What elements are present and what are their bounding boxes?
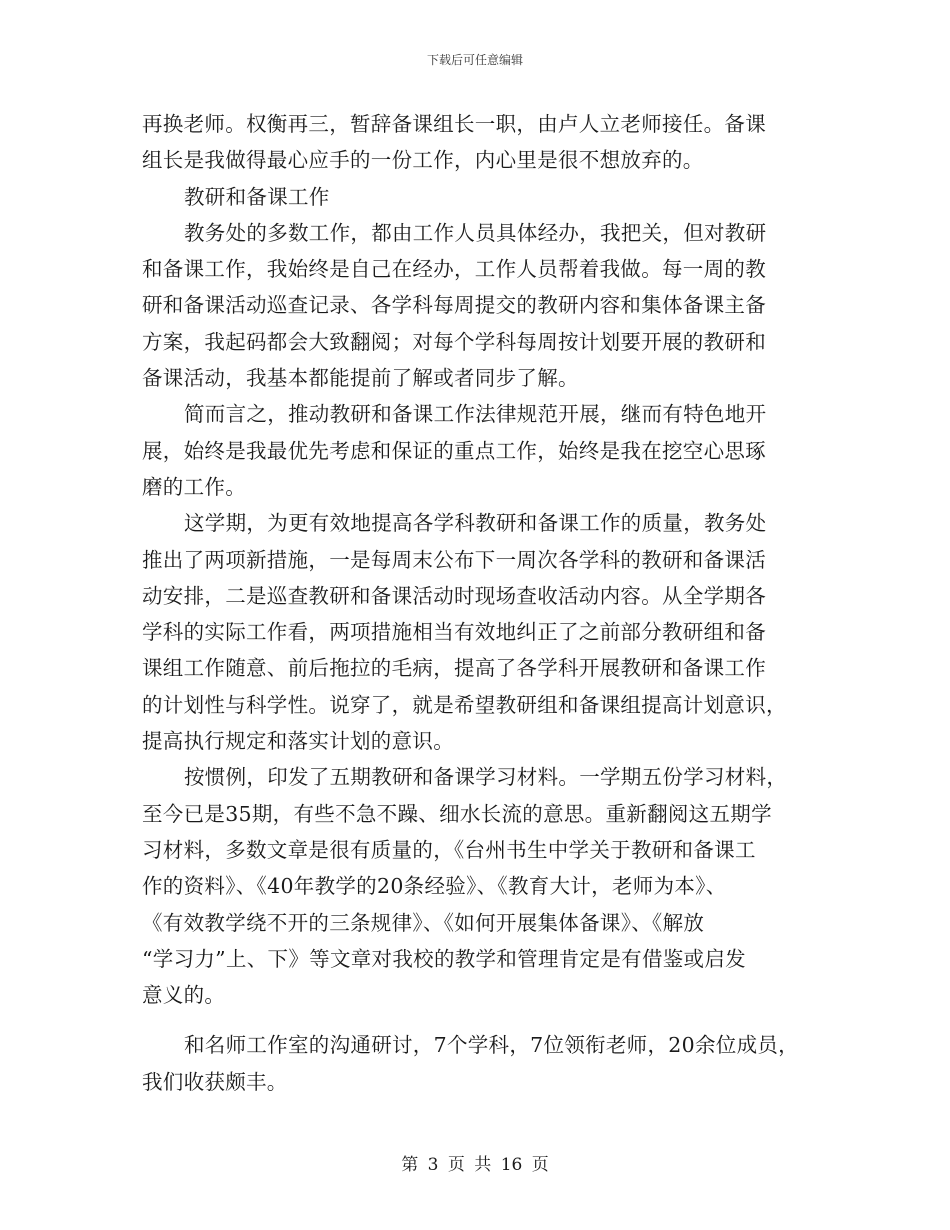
text-line: 的计划性与科学性。说穿了，就是希望教研组和备课组提高计划意识， xyxy=(142,692,787,717)
section-heading: 教研和备课工作 xyxy=(184,184,330,209)
text-line: 推出了两项新措施，一是每周末公布下一周次各学科的教研和备课活 xyxy=(142,547,766,572)
text-line: 教务处的多数工作，都由工作人员具体经办，我把关，但对教研 xyxy=(184,220,767,245)
text-line: 这学期，为更有效地提高各学科教研和备课工作的质量，教务处 xyxy=(184,511,767,536)
text-line: 《有效教学绕不开的三条规律》、《如何开展集体备课》、《解放 xyxy=(142,910,705,935)
text-line: 至今已是35期，有些不急不躁、细水长流的意思。重新翻阅这五期学 xyxy=(142,801,772,826)
page-number: 第 3 页 共 16 页 xyxy=(401,1155,549,1175)
text-line: 意义的。 xyxy=(142,983,226,1008)
text-line: 提高执行规定和落实计划的意识。 xyxy=(142,729,454,754)
text-line: 作的资料》、《40年教学的20条经验》、《教育大计，老师为本》、 xyxy=(142,874,727,899)
text-line: 和名师工作室的沟通研讨，7个学科，7位领衔老师，20余位成员， xyxy=(184,1033,799,1058)
text-line: 备课活动，我基本都能提前了解或者同步了解。 xyxy=(142,366,579,391)
text-line: 学科的实际工作看，两项措施相当有效地纠正了之前部分教研组和备 xyxy=(142,620,766,645)
text-line: 按惯例，印发了五期教研和备课学习材料。一学期五份学习材料， xyxy=(184,765,788,790)
text-line: 组长是我做得最心应手的一份工作，内心里是很不想放弃的。 xyxy=(142,148,704,173)
text-line: 研和备课活动巡查记录、各学科每周提交的教研内容和集体备课主备 xyxy=(142,293,766,318)
text-line: 展，始终是我最优先考虑和保证的重点工作，始终是我在挖空心思琢 xyxy=(142,438,766,463)
text-line: “学习力”上、下》等文章对我校的教学和管理肯定是有借鉴或启发 xyxy=(142,946,746,971)
text-line: 再换老师。权衡再三，暂辞备课组长一职，由卢人立老师接任。备课 xyxy=(142,112,766,136)
text-line: 课组工作随意、前后拖拉的毛病，提高了各学科开展教研和备课工作 xyxy=(142,656,766,681)
text-line: 动安排，二是巡查教研和备课活动时现场查收活动内容。从全学期各 xyxy=(142,583,766,608)
text-line: 我们收获颇丰。 xyxy=(142,1069,288,1094)
text-line: 习材料，多数文章是很有质量的，《台州书生中学关于教研和备课工 xyxy=(142,837,756,862)
text-line: 方案，我起码都会大致翻阅；对每个学科每周按计划要开展的教研和 xyxy=(142,329,766,354)
page-header: 下载后可任意编辑 xyxy=(426,53,523,67)
text-line: 和备课工作，我始终是自己在经办，工作人员帮着我做。每一周的教 xyxy=(142,257,766,282)
text-line: 简而言之，推动教研和备课工作法律规范开展，继而有特色地开 xyxy=(184,402,767,427)
text-line: 磨的工作。 xyxy=(142,474,246,499)
document-body xyxy=(142,106,814,1100)
